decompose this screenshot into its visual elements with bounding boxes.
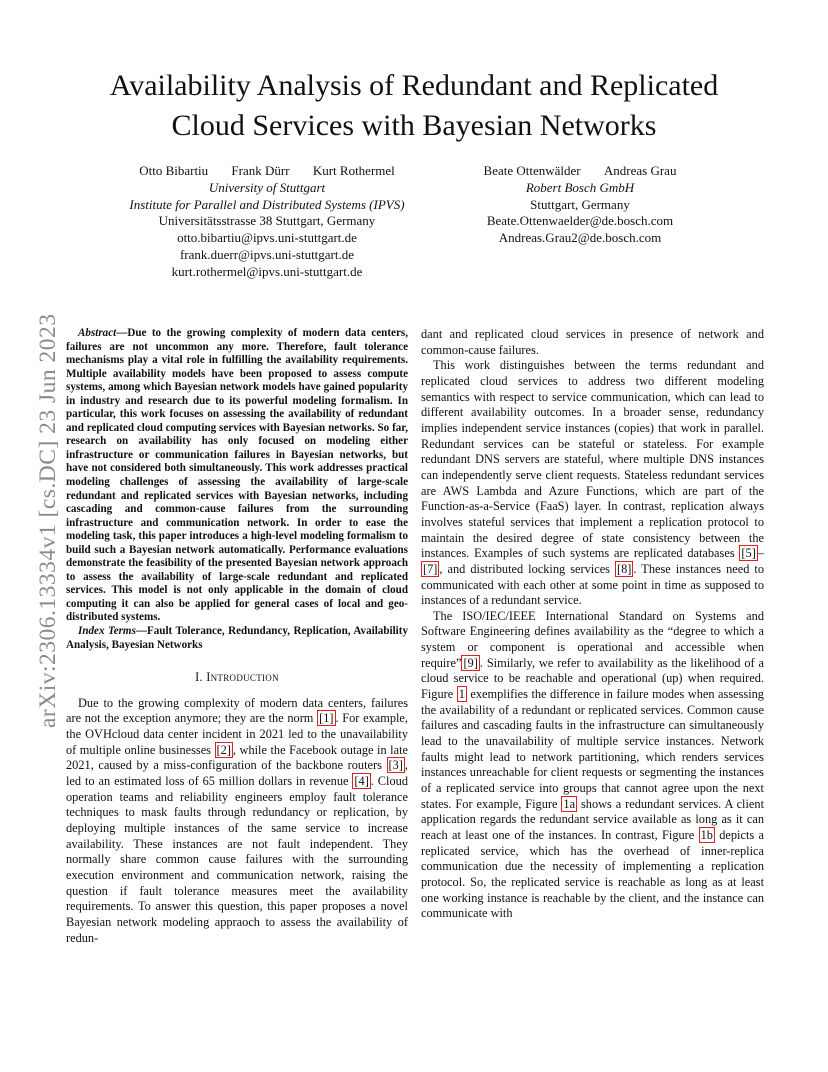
- citation-link[interactable]: [5]: [741, 546, 756, 561]
- address: Stuttgart, Germany: [530, 196, 630, 212]
- university: University of Stuttgart: [208, 179, 326, 195]
- citation-link[interactable]: [8]: [617, 561, 632, 576]
- author-names: [460, 163, 700, 180]
- author-name: Frank Dürr: [231, 163, 290, 178]
- abstract-label: Abstract: [78, 327, 117, 339]
- author-email: kurt.rothermel@ipvs.uni-stuttgart.de: [171, 263, 363, 279]
- title-line-2: Cloud Services with Bayesian Networks: [171, 109, 657, 142]
- body-paragraph: This work distinguishes between the terms redundant and replicated cloud services to address two different modeling semantics with respect to service communication, which can lead to different availability outcomes. In a broader sense, redundancy implies independent service instances (copies) that work in parallel. Redundant services can be stateful or stateless. For example redundant DNS servers are stateful, where multiple DNS instances can independently serve client requests. Stateless redundant services are AWS Lambda and Azure Functions, which are part of the Function-as-a-Service (FaaS) layer. In contrast, replication always involves stateful services that implement a replication protocol to maintain the desired degree of state consistency between the instances. Examples of such systems are replicated databases [5] –[7] , and distributed locking services [8] . These instances need to communicated with each other at some point in time as supposed to instances of a redundant service.: [421, 358, 764, 608]
- index-terms-text: —Fault Tolerance, Redundancy, Replication, Availability Analysis, Bayesian Networks: [66, 625, 408, 651]
- institute: Institute for Parallel and Distributed Systems (IPVS): [129, 196, 405, 212]
- citation-link[interactable]: [2]: [216, 742, 231, 757]
- author-email: Beate.Ottenwaelder@de.bosch.com: [486, 213, 674, 229]
- citation-link[interactable]: [1]: [319, 711, 334, 726]
- citation-link[interactable]: [7]: [423, 561, 438, 576]
- right-column: [421, 327, 764, 922]
- author-email: frank.duerr@ipvs.uni-stuttgart.de: [179, 246, 355, 262]
- intro-paragraph: Due to the growing complexity of modern data centers, failures are not the exception anymore; they are the norm [1] . For example, the OVHcloud data center incident in 2021 led to the unavailability of multiple online businesses [2] , while the Facebook outage in late 2021, caused by a miss-configuration of the backbone routers [3] , led to an estimated loss of 65 million dollars in revenue [4] . Cloud operation teams and reliability engineers employ fault tolerance techniques to mask faults through redundancy or replication, by deploying multiple instances of the same service to increase availability. These instances are not fault independent. They normally share common cause failures with the surrounding execution environment and communication network, raising the question if fault tolerance measures meet the availability requirements. To answer this question, this paper proposes a novel Bayesian network modeling appraoch to assess the availability of redun-: [66, 695, 408, 945]
- figure-link[interactable]: 1: [458, 687, 465, 702]
- author-name: Otto Bibartiu: [139, 163, 209, 178]
- citation-link[interactable]: [3]: [388, 758, 403, 773]
- body-paragraph: The ISO/IEC/IEEE International Standard on Systems and Software Engineering defines availability as the “degree to which a system or component is operational and accessible when require” [9] . Similarly, we refer to availability as the likelihood of a cloud service to be reachable and operational (up) when required. Figure 1 exemplifies the difference in failure modes when assessing the availability of a redundant or replicated services. Common cause failures and cascading faults in the infrastructure can simultaneously lead to the unavailability of multiple service instances. Network faults might lead to network partitioning, which renders services instances unreachable for client requests or segmenting the instances of a replicated service into groups that cannot agree upon the next states. For example, Figure 1a shows a redundant services. A client application regards the redundant service available as long as it can reach at least one of the instances. In contrast, Figure 1b depicts a replicated service, which has the overhead of inner-replica communication due the necessity of implementing a replication protocol. So, the replicated service is reachable as long as at least one working instance is reachable by the client, and the instance can communicate with: [421, 608, 764, 921]
- author-name: Kurt Rothermel: [312, 163, 395, 178]
- left-column: [66, 327, 408, 946]
- index-terms-label: Index Terms: [78, 625, 136, 638]
- abstract-text: —Due to the growing complexity of modern data centers, failures are not uncommon any more. Therefore, fault tolerance mechanisms play a vital role in fulfilling the availability requirements. Multiple availability models have been proposed to assess compute systems, among which Bayesian network models have gained popularity in industry and research due to its powerful modeling formalism. In particular, this work focuses on assessing the availability of redundant and replicated cloud computing services with Bayesian networks. So far, research on availability has only focused on modeling either infrastructure or communication failures in Bayesian networks, but have not considered both simultaneously. This work addresses practical modeling challenges of assessing the availability of large-scale redundant and replicated services with Bayesian networks, including cascading and common-cause failures from the surrounding infrastructure and communication network. In order to ease the modeling task, this paper introduces a high-level modeling formalism to build such a Bayesian network automatically. Performance evaluations demonstrate the feasibility of the presented Bayesian network approach to assess the availability of large-scale redundant and replicated services. This model is not only applicable in the domain of cloud computing it can also be applied for general cases of local and geo-distributed systems.: [66, 327, 408, 624]
- affiliation-bosch: [460, 163, 700, 247]
- author-email: Andreas.Grau2@de.bosch.com: [498, 230, 662, 246]
- author-names: [100, 163, 434, 180]
- author-name: Beate Ottenwälder: [483, 163, 581, 178]
- section-heading: I. Introduction: [195, 670, 279, 685]
- figure-link[interactable]: 1b: [700, 828, 713, 842]
- citation-link[interactable]: [9]: [463, 655, 478, 670]
- affiliation-stuttgart: [100, 163, 434, 281]
- body-paragraph: dant and replicated cloud services in presence of network and common-cause failures.: [421, 327, 764, 357]
- author-name: Andreas Grau: [603, 163, 677, 178]
- author-email: otto.bibartiu@ipvs.uni-stuttgart.de: [177, 230, 357, 246]
- abstract: [66, 327, 408, 625]
- citation-link[interactable]: [4]: [354, 774, 369, 789]
- arxiv-identifier: arXiv:2306.13334v1 [cs.DC] 23 Jun 2023: [35, 313, 61, 728]
- index-terms: [66, 625, 408, 652]
- figure-link[interactable]: 1a: [563, 796, 576, 811]
- company: Robert Bosch GmbH: [525, 179, 635, 195]
- title-line-1: Availability Analysis of Redundant and Replicated: [109, 69, 719, 102]
- paper-title: [40, 66, 788, 146]
- address: Universitätsstrasse 38 Stuttgart, Germany: [158, 213, 376, 229]
